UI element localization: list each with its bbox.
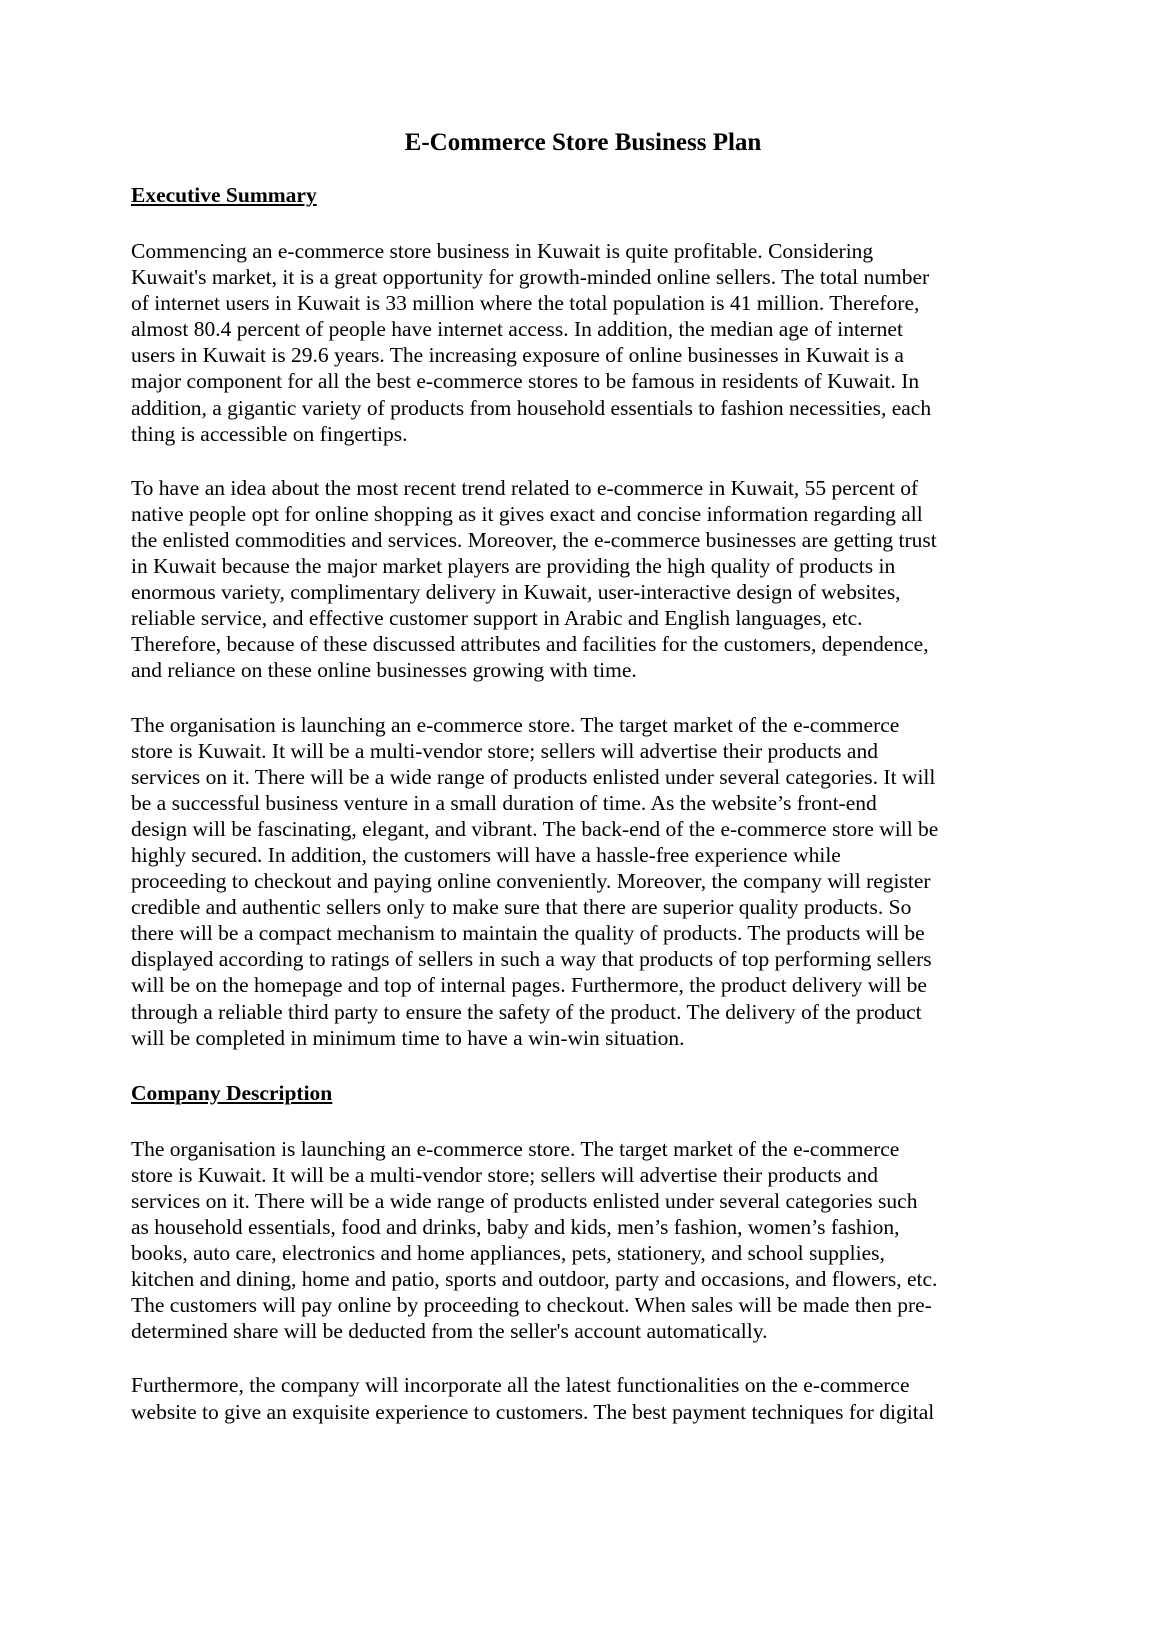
text-line: through a reliable third party to ensure the safety of the product. The delivery of the product — [131, 999, 922, 1024]
section-heading: Executive Summary — [131, 183, 317, 207]
document-title: E-Commerce Store Business Plan — [404, 129, 762, 156]
text-line: proceeding to checkout and paying online conveniently. Moreover, the company will register — [131, 869, 931, 894]
text-line: will be completed in minimum time to have a win-win situation. — [131, 1025, 685, 1050]
text-line: store is Kuwait. It will be a multi-vendor store; sellers will advertise their products and — [131, 738, 878, 763]
text-line: be a successful business venture in a small duration of time. As the website’s front-end — [131, 790, 877, 815]
text-line: services on it. There will be a wide range of products enlisted under several categories such — [131, 1188, 918, 1213]
text-line: there will be a compact mechanism to maintain the quality of products. The products will be — [131, 921, 925, 946]
text-line: Therefore, because of these discussed attributes and facilities for the customers, dependence, — [131, 632, 929, 657]
text-line: reliable service, and effective customer support in Arabic and English languages, etc. — [131, 606, 863, 631]
text-line: will be on the homepage and top of internal pages. Furthermore, the product delivery will be — [131, 973, 927, 998]
text-line: Furthermore, the company will incorporate all the latest functionalities on the e-commerce — [131, 1373, 910, 1398]
paragraph — [131, 1136, 1021, 1345]
text-line: major component for all the best e-commerce stores to be famous in residents of Kuwait. In — [131, 369, 920, 394]
text-line: website to give an exquisite experience to customers. The best payment techniques for digital — [131, 1399, 935, 1424]
text-line: as household essentials, food and drinks, baby and kids, men’s fashion, women’s fashion, — [131, 1215, 900, 1239]
text-line: To have an idea about the most recent trend related to e-commerce in Kuwait, 55 percent of — [131, 475, 919, 500]
text-line: and reliance on these online businesses growing with time. — [131, 658, 637, 683]
text-line: Commencing an e-commerce store business in Kuwait is quite profitable. Considering — [131, 239, 874, 263]
section-heading: Company Description — [131, 1080, 333, 1105]
paragraph — [131, 712, 1021, 1051]
text-line: native people opt for online shopping as it gives exact and concise information regarding all — [131, 501, 923, 526]
text-line: the enlisted commodities and services. Moreover, the e-commerce businesses are getting trust — [131, 527, 937, 552]
text-line: almost 80.4 percent of people have internet access. In addition, the median age of internet — [131, 317, 903, 342]
section-executive-summary — [131, 181, 1021, 1051]
text-line: highly secured. In addition, the customers will have a hassle-free experience while — [131, 842, 841, 867]
text-line: The organisation is launching an e-commerce store. The target market of the e-commerce — [131, 1136, 900, 1161]
text-line: kitchen and dining, home and patio, sports and outdoor, party and occasions, and flowers, etc. — [131, 1267, 938, 1292]
text-line: Kuwait's market, it is a great opportunity for growth-minded online sellers. The total number — [131, 265, 930, 290]
text-line: of internet users in Kuwait is 33 million where the total population is 41 million. Therefore, — [131, 291, 920, 316]
section-company-description — [131, 1079, 1021, 1425]
text-line: services on it. There will be a wide range of products enlisted under several categories. It will — [131, 764, 936, 789]
text-line: design will be fascinating, elegant, and vibrant. The back-end of the e-commerce store will be — [131, 816, 939, 841]
text-line: addition, a gigantic variety of products from household essentials to fashion necessities, each — [131, 395, 932, 420]
text-line: credible and authentic sellers only to make sure that there are superior quality products. So — [131, 895, 912, 920]
text-line: displayed according to ratings of sellers in such a way that products of top performing sellers — [131, 947, 932, 972]
text-line: store is Kuwait. It will be a multi-vendor store; sellers will advertise their products and — [131, 1162, 878, 1187]
text-line: in Kuwait because the major market players are providing the high quality of products in — [131, 554, 896, 579]
text-line: books, auto care, electronics and home appliances, pets, stationery, and school supplies, — [131, 1241, 885, 1266]
text-line: determined share will be deducted from the seller's account automatically. — [131, 1319, 768, 1344]
text-line: thing is accessible on fingertips. — [131, 421, 408, 446]
text-line: users in Kuwait is 29.6 years. The increasing exposure of online businesses in Kuwait is a — [131, 343, 904, 368]
paragraph — [131, 1372, 1021, 1424]
text-line: The organisation is launching an e-commerce store. The target market of the e-commerce — [131, 712, 900, 737]
document-page — [131, 128, 1021, 1425]
paragraph — [131, 238, 1021, 447]
paragraph — [131, 475, 1021, 684]
text-line: The customers will pay online by proceeding to checkout. When sales will be made then pre- — [131, 1293, 932, 1318]
text-line: enormous variety, complimentary delivery in Kuwait, user-interactive design of websites, — [131, 580, 901, 605]
